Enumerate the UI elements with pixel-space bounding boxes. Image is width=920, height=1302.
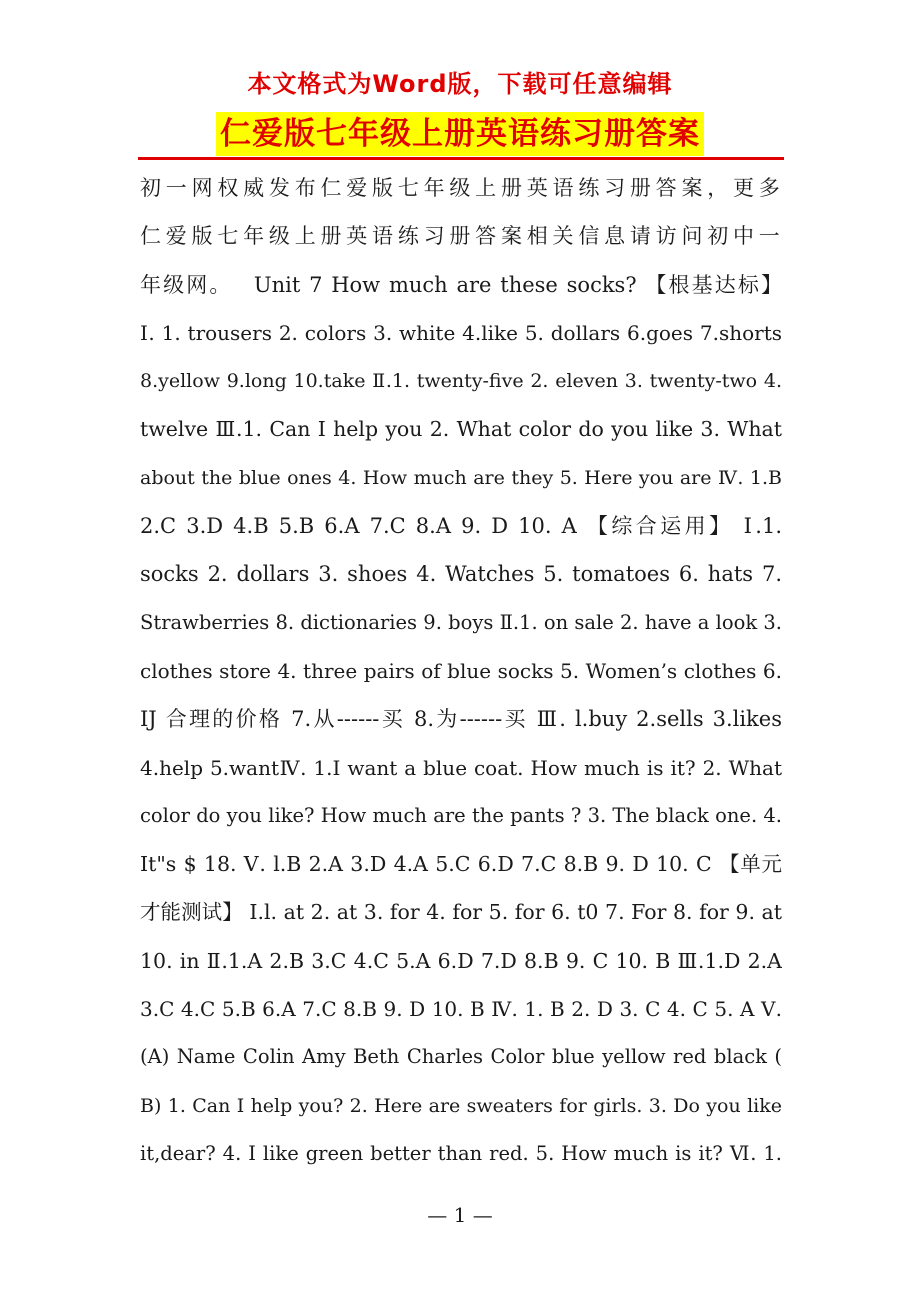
body-line: 3.C 4.C 5.B 6.A 7.C 8.B 9. D 10. B Ⅳ. 1. B 2. D 3. C 4. C 5. A Ⅴ. [140,997,782,1022]
body-line: Ⅰ. 1. trousers 2. colors 3. white 4.like 5. dollars 6.goes 7.shorts [140,320,782,345]
document-title: 仁爱版七年级上册英语练习册答案 [216,112,704,156]
body-line: twelve Ⅲ.1. Can I help you 2. What color do you like 3. What [140,417,782,442]
body-line: 年级网。 Unit 7 How much are these socks? 【根基达标】 [140,272,782,297]
body-line: socks 2. dollars 3. shoes 4. Watches 5. tomatoes 6. hats 7. [140,562,782,587]
body-line: Strawberries 8. dictionaries 9. boys Ⅱ.1. on sale 2. have a look 3. [140,610,782,634]
body-line: 才能测试】 Ⅰ.l. at 2. at 3. for 4. for 5. for 6. t0 7. For 8. for 9. at [140,900,782,925]
body-line: 4.help 5.wantⅣ. 1.I want a blue coat. How much is it? 2. What [140,755,782,780]
body-line: 10. in Ⅱ.1.A 2.B 3.C 4.C 5.A 6.D 7.D 8.B 9. C 10. B Ⅲ.1.D 2.A [140,948,782,973]
body-line: it,dear? 4. I like green better than red. 5. How much is it? Ⅵ. 1. [140,1141,782,1165]
body-line: clothes store 4. three pairs of blue socks 5. Women’s clothes 6. [140,658,782,683]
body-line: 8.yellow 9.long 10.take Ⅱ.1. twenty-five 2. eleven 3. twenty-two 4. [140,370,782,393]
body-line: about the blue ones 4. How much are they 5. Here you are Ⅳ. 1.B [140,466,782,489]
body-line: 初一网权威发布仁爱版七年级上册英语练习册答案，更多 [140,176,782,200]
title-divider [138,157,784,160]
title-wrap [0,112,920,156]
page-number: — 1 — [427,1203,493,1227]
body-line: It"s $ 18. Ⅴ. l.B 2.A 3.D 4.A 5.C 6.D 7.C 8.B 9. D 10. C 【单元 [140,852,782,877]
body-line: 2.C 3.D 4.B 5.B 6.A 7.C 8.A 9. D 10. A 【综合运用】 Ⅰ.1. [140,514,782,539]
format-notice: 本文格式为Word版，下载可任意编辑 [247,70,673,98]
body-line: color do you like? How much are the pants ? 3. The black one. 4. [140,803,782,827]
answer-body [140,164,782,1178]
body-line: IJ 合理的价格 7.从------买 8.为------买 Ⅲ. l.buy 2.sells 3.likes [140,707,782,732]
body-line: (A) Name Colin Amy Beth Charles Color blue yellow red black ( [140,1045,782,1069]
body-line: 仁爱版七年级上册英语练习册答案相关信息请访问初中一 [140,224,782,249]
body-line: B) 1. Can I help you? 2. Here are sweaters for girls. 3. Do you like [140,1094,782,1117]
